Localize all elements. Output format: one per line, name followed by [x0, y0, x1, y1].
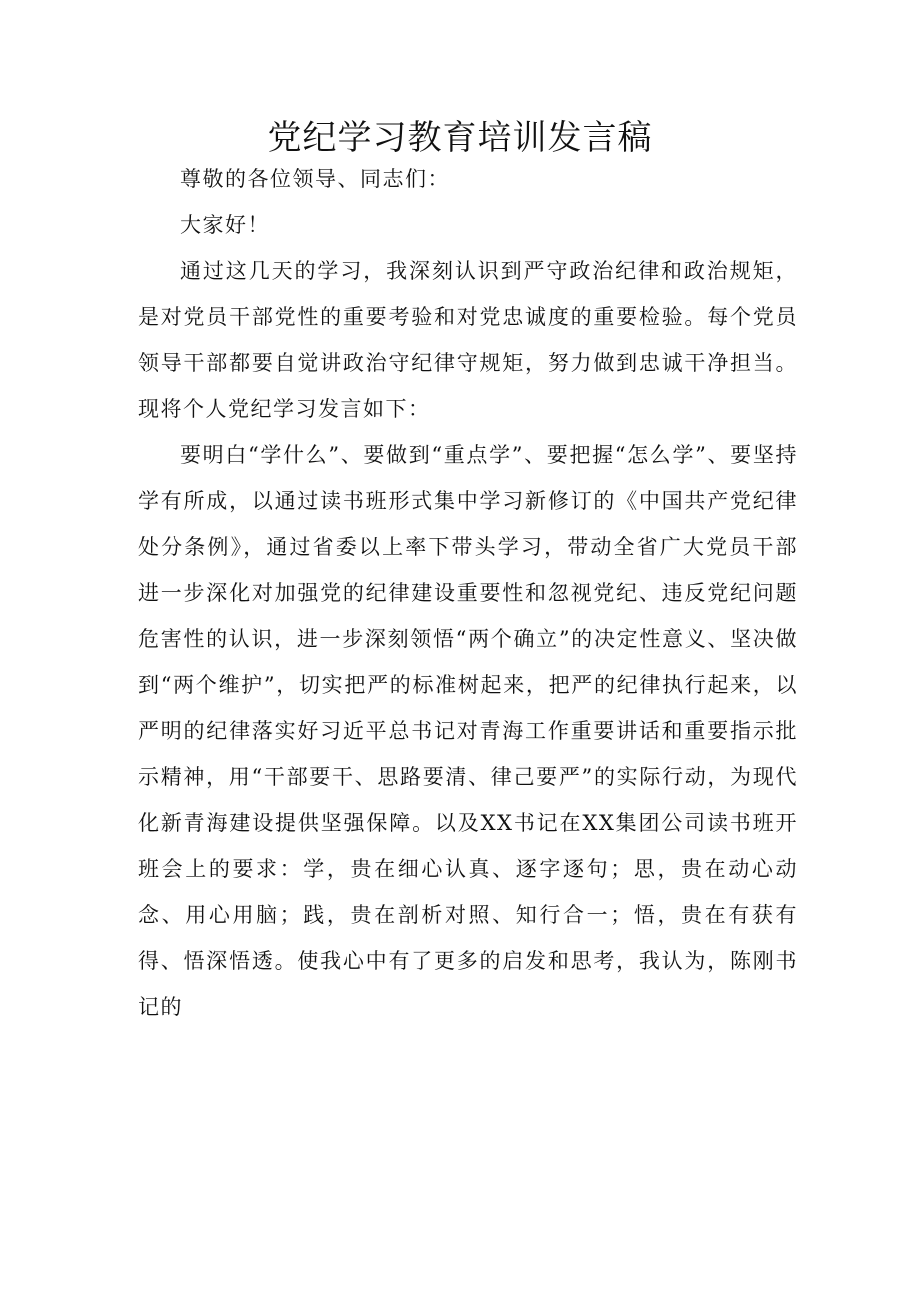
- paragraph-intro: 通过这几天的学习，我深刻认识到严守政治纪律和政治规矩，是对党员干部党性的重要考验和对党忠诚度的重要检验。每个党员领导干部都要自觉讲政治守纪律守规矩，努力做到忠诚干净担当。现将个人党纪学习发言如下：: [138, 259, 798, 421]
- greeting-line: 大家好！: [180, 213, 270, 237]
- document-title: 党纪学习教育培训发言稿: [267, 118, 653, 158]
- document-body: [138, 156, 798, 1030]
- salutation-line: 尊敬的各位领导、同志们：: [180, 167, 450, 191]
- paragraph-main: 要明白“学什么”、要做到“重点学”、要把握“怎么学”、要坚持学有所成，以通过读书班形式集中学习新修订的《中国共产党纪律处分条例》，通过省委以上率下带头学习，带动全省广大党员干部进一步深化对加强党的纪律建设重要性和忽视党纪、违反党纪问题危害性的认识，进一步深刻领悟“两个确立”的决定性意义、坚决做到“两个维护”，切实把严的标准树起来，把严的纪律执行起来，以严明的纪律落实好习近平总书记对青海工作重要讲话和重要指示批示精神，用“干部要干、思路要清、律己要严”的实际行动，为现代化新青海建设提供坚强保障。以及XX书记在XX集团公司读书班开班会上的要求：学，贵在细心认真、逐字逐句；思，贵在动心动念、用心用脑；践，贵在剖析对照、知行合一；悟，贵在有获有得、悟深悟透。使我心中有了更多的启发和思考，我认为，陈刚书记的: [138, 443, 798, 1019]
